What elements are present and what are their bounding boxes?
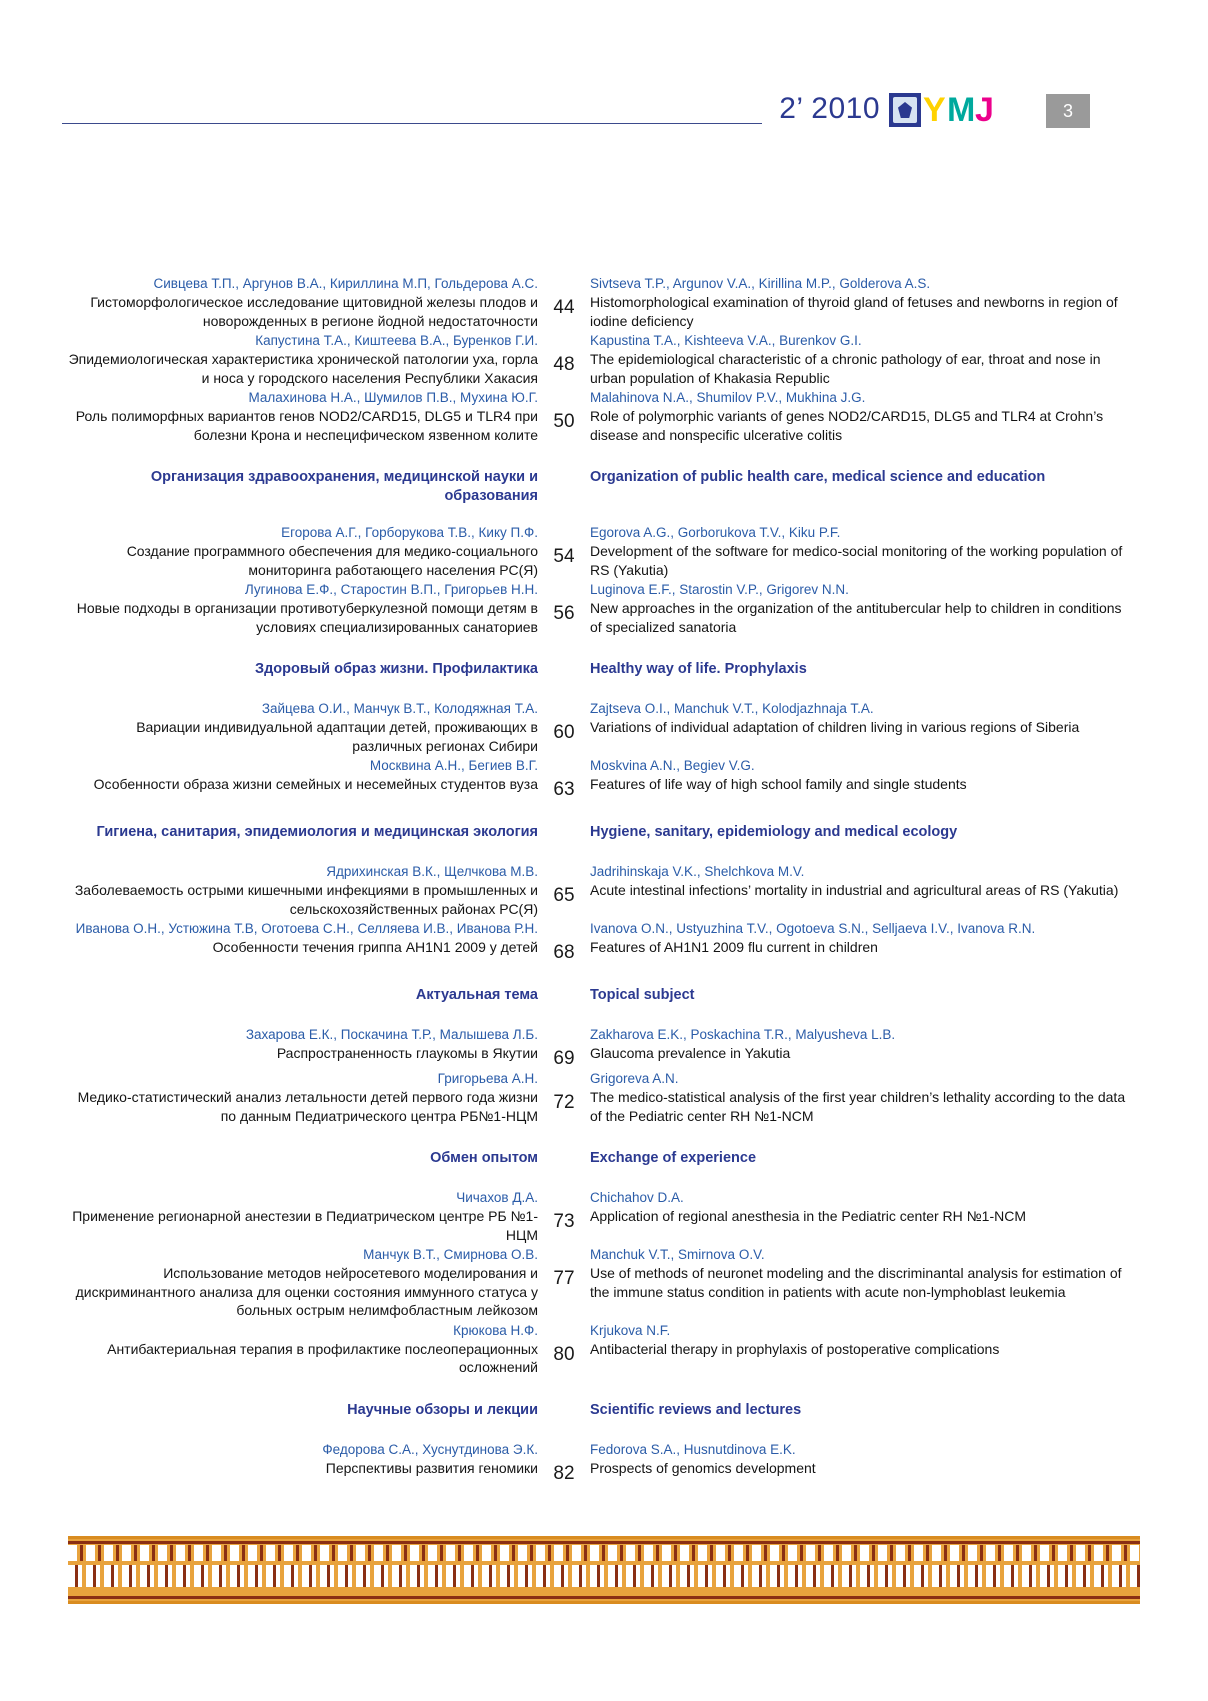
entry-authors-en: Luginova E.F., Starostin V.P., Grigorev N.N. bbox=[590, 582, 849, 597]
section-heading-en: Topical subject bbox=[590, 987, 695, 1003]
toc-section-heading bbox=[68, 1401, 1140, 1423]
toc-entry-en bbox=[590, 1441, 1130, 1485]
toc-entry-en bbox=[590, 1189, 1130, 1246]
entry-title-en: The epidemiological characteristic of a chronic pathology of ear, throat and nose in urban population of Khakasia Republic bbox=[590, 351, 1101, 386]
entry-title-ru: Медико-статистический анализ летальности детей первого года жизни по данным Педиатрического центра РБ№1-НЦМ bbox=[77, 1089, 538, 1124]
issue-label: 2’ 2010 bbox=[779, 92, 880, 125]
entry-page-number: 77 bbox=[553, 1268, 575, 1289]
toc-entry[interactable] bbox=[68, 1189, 1140, 1246]
section-heading-en: Healthy way of life. Prophylaxis bbox=[590, 661, 807, 677]
entry-title-ru: Использование методов нейросетевого моделирования и дискриминантного анализа для оценки состояния иммунного статуса у больных острым нелимфобластным лейкозом bbox=[75, 1265, 538, 1318]
section-heading-ru: Научные обзоры и лекции bbox=[347, 1401, 538, 1418]
toc-entry[interactable] bbox=[68, 389, 1140, 446]
entry-authors-en: Jadrihinskaja V.K., Shelchkova M.V. bbox=[590, 864, 805, 879]
toc-entry-en bbox=[590, 1322, 1130, 1379]
section-heading-gap bbox=[538, 1401, 590, 1423]
entry-title-ru: Создание программного обеспечения для медико-социального мониторинга работающего населения РС(Я) bbox=[126, 543, 538, 578]
toc-entry-en bbox=[590, 524, 1130, 581]
entry-title-ru: Эпидемиологическая характеристика хронической патологии уха, горла и носа у городского населения Республики Хакасия bbox=[68, 351, 538, 386]
entry-authors-en: Ivanova O.N., Ustyuzhina T.V., Ogotoeva S.N., Selljaeva I.V., Ivanova R.N. bbox=[590, 921, 1036, 936]
toc-entry-en bbox=[590, 1070, 1130, 1127]
entry-title-en: The medico-statistical analysis of the first year children’s lethality according to the data of the Pediatric center RH №1-NCM bbox=[590, 1089, 1126, 1124]
section-heading-gap bbox=[538, 660, 590, 682]
entry-authors-ru: Федорова С.А., Хуснутдинова Э.К. bbox=[322, 1441, 538, 1457]
toc-entry-ru bbox=[68, 524, 538, 581]
toc-entry[interactable] bbox=[68, 863, 1140, 920]
footer-ornament bbox=[68, 1536, 1140, 1604]
ornament-line-bottom bbox=[68, 1596, 1140, 1599]
section-heading-gap bbox=[538, 1149, 590, 1171]
toc-entry-en bbox=[590, 332, 1130, 389]
emblem-icon bbox=[893, 97, 917, 123]
toc-entry-en bbox=[590, 581, 1130, 638]
toc-entry[interactable] bbox=[68, 700, 1140, 757]
toc-entry-ru bbox=[68, 581, 538, 638]
entry-authors-en: Grigoreva A.N. bbox=[590, 1071, 679, 1086]
entry-page-number: 54 bbox=[553, 546, 575, 567]
section-heading-gap bbox=[538, 823, 590, 845]
toc-section-heading bbox=[68, 1149, 1140, 1171]
toc-entry-en bbox=[590, 1026, 1130, 1070]
section-heading-en: Scientific reviews and lectures bbox=[590, 1401, 802, 1418]
entry-title-en: Development of the software for medico-social monitoring of the working population of RS (Yakutia) bbox=[590, 543, 1123, 578]
entry-page-number: 69 bbox=[553, 1048, 575, 1069]
ornament-row bbox=[68, 1545, 1140, 1561]
toc-section-heading bbox=[68, 823, 1140, 845]
entry-authors-ru: Зайцева О.И., Манчук В.Т., Колодяжная Т.А. bbox=[261, 701, 538, 716]
entry-page-number: 82 bbox=[553, 1462, 575, 1484]
entry-authors-ru: Манчук В.Т., Смирнова О.В. bbox=[363, 1247, 538, 1262]
toc-entry-ru bbox=[68, 1441, 538, 1485]
logo-letter-j: J bbox=[975, 91, 992, 129]
entry-title-en: Features of AH1N1 2009 flu current in children bbox=[590, 939, 878, 955]
page-number: 3 bbox=[1046, 94, 1090, 128]
toc-entry-ru bbox=[68, 757, 538, 801]
entry-page-number: 48 bbox=[553, 354, 575, 375]
entry-title-en: Prospects of genomics development bbox=[590, 1459, 816, 1476]
toc-entry-en bbox=[590, 757, 1130, 801]
entry-title-ru: Вариации индивидуальной адаптации детей, проживающих в различных регионах Сибири bbox=[136, 719, 538, 754]
entry-title-ru: Новые подходы в организации противотуберкулезной помощи детям в условиях специализированных санаториев bbox=[76, 600, 538, 635]
entry-title-en: Application of regional anesthesia in the Pediatric center RH №1-NCM bbox=[590, 1208, 1027, 1224]
entry-authors-ru: Егорова А.Г., Горборукова Т.В., Кику П.Ф. bbox=[281, 525, 538, 540]
toc-entry[interactable] bbox=[68, 920, 1140, 964]
entry-authors-en: Zakharova E.K., Poskachina T.R., Malyusheva L.B. bbox=[590, 1027, 896, 1042]
entry-authors-en: Krjukova N.F. bbox=[590, 1322, 671, 1338]
entry-authors-ru: Крюкова Н.Ф. bbox=[453, 1322, 538, 1338]
toc-section-heading bbox=[68, 468, 1140, 506]
entry-authors-en: Fedorova S.A., Husnutdinova E.K. bbox=[590, 1441, 796, 1457]
entry-title-en: Features of life way of high school family and single students bbox=[590, 776, 967, 792]
section-heading-ru: Организация здравоохранения, медицинской науки и образования bbox=[150, 469, 538, 504]
entry-authors-ru: Капустина Т.А., Киштеева В.А., Буренков Г.И. bbox=[255, 333, 538, 348]
entry-title-en: Role of polymorphic variants of genes NOD2/CARD15, DLG5 and TLR4 at Crohn’s disease and nonspecific ulcerative colitis bbox=[590, 408, 1104, 443]
toc-entry-ru bbox=[68, 920, 538, 964]
entry-authors-ru: Григорьева А.Н. bbox=[437, 1071, 538, 1086]
toc-entry-en bbox=[590, 863, 1130, 920]
toc-section-heading bbox=[68, 660, 1140, 682]
entry-title-en: Acute intestinal infections’ mortality in industrial and agricultural areas of RS (Yakutia) bbox=[590, 882, 1119, 898]
entry-title-ru: Заболеваемость острыми кишечными инфекциями в промышленных и сельскохозяйственных районах РС(Я) bbox=[74, 882, 538, 917]
entry-title-ru: Применение регионарной анестезии в Педиатрическом центре РБ №1-НЦМ bbox=[72, 1208, 538, 1243]
toc-entry-ru bbox=[68, 275, 538, 332]
toc-entry-en bbox=[590, 920, 1130, 964]
entry-page-number: 63 bbox=[553, 779, 575, 800]
entry-title-ru: Антибактериальная терапия в профилактике послеоперационных осложнений bbox=[107, 1340, 538, 1375]
toc-entry-ru bbox=[68, 332, 538, 389]
entry-title-en: Antibacterial therapy in prophylaxis of postoperative complications bbox=[590, 1340, 1000, 1357]
entry-authors-en: Manchuk V.T., Smirnova O.V. bbox=[590, 1247, 765, 1262]
entry-title-ru: Роль полиморфных вариантов генов NOD2/CARD15, DLG5 и TLR4 при болезни Крона и неспецифическом язвенном колите bbox=[75, 408, 538, 443]
entry-title-ru: Перспективы развития геномики bbox=[325, 1459, 538, 1476]
entry-authors-ru: Москвина А.Н., Бегиев В.Г. bbox=[369, 758, 538, 773]
entry-page-number: 60 bbox=[553, 722, 575, 743]
entry-page-number: 73 bbox=[553, 1211, 575, 1232]
toc-entry[interactable] bbox=[68, 1026, 1140, 1070]
table-of-contents bbox=[68, 275, 1140, 1485]
section-heading-gap bbox=[538, 986, 590, 1008]
entry-title-en: Histomorphological examination of thyroid gland of fetuses and newborns in region of iodine deficiency bbox=[590, 294, 1118, 329]
ornament-row bbox=[68, 1565, 1140, 1587]
toc-entry[interactable] bbox=[68, 1322, 1140, 1379]
entry-authors-ru: Захарова Е.К., Поскачина Т.Р., Малышева Л.Б. bbox=[245, 1027, 538, 1042]
entry-page-number: 80 bbox=[553, 1343, 575, 1365]
toc-entry-en bbox=[590, 275, 1130, 332]
entry-authors-en: Kapustina T.A., Kishteeva V.A., Burenkov G.I. bbox=[590, 333, 862, 348]
toc-entry-ru bbox=[68, 1070, 538, 1127]
entry-title-en: Use of methods of neuronet modeling and the discriminantal analysis for estimation of the immune status condition in patients with acute non-lymphoblast leukemia bbox=[590, 1265, 1122, 1300]
entry-title-ru: Особенности образа жизни семейных и несемейных студентов вуза bbox=[93, 776, 538, 792]
entry-authors-ru: Чичахов Д.А. bbox=[456, 1190, 538, 1205]
entry-page-number: 65 bbox=[553, 885, 575, 906]
section-heading-ru: Обмен опытом bbox=[430, 1150, 538, 1166]
section-heading-en: Organization of public health care, medical science and education bbox=[590, 469, 1046, 485]
toc-entry-ru bbox=[68, 1322, 538, 1379]
logo-square bbox=[889, 93, 921, 127]
entry-authors-en: Egorova A.G., Gorborukova T.V., Kiku P.F. bbox=[590, 525, 841, 540]
toc-entry[interactable] bbox=[68, 1070, 1140, 1127]
ornament-line-top bbox=[68, 1541, 1140, 1544]
toc-entry-en bbox=[590, 389, 1130, 446]
entry-authors-en: Chichahov D.A. bbox=[590, 1190, 684, 1205]
toc-entry-ru bbox=[68, 389, 538, 446]
entry-page-number: 68 bbox=[553, 942, 575, 963]
toc-entry-ru bbox=[68, 1026, 538, 1070]
entry-authors-ru: Сивцева Т.П., Аргунов В.А., Кириллина М.П, Гольдерова А.С. bbox=[153, 276, 538, 291]
entry-authors-en: Zajtseva O.I., Manchuk V.T., Kolodjazhnaja T.A. bbox=[590, 701, 874, 716]
entry-page-number: 56 bbox=[553, 603, 575, 624]
journal-logo bbox=[889, 93, 1005, 129]
entry-authors-ru: Ядрихинская В.К., Щелчкова М.В. bbox=[326, 864, 538, 879]
entry-title-en: New approaches in the organization of the antitubercular help to children in conditions of specialized sanatoria bbox=[590, 600, 1122, 635]
toc-entry[interactable] bbox=[68, 581, 1140, 638]
toc-entry-ru bbox=[68, 1246, 538, 1322]
logo-letter-m: M bbox=[947, 91, 974, 129]
entry-title-ru: Особенности течения гриппа АH1N1 2009 у детей bbox=[212, 939, 538, 955]
toc-entry-en bbox=[590, 700, 1130, 757]
section-heading-en: Exchange of experience bbox=[590, 1150, 757, 1166]
header-rule bbox=[62, 123, 762, 124]
toc-entry[interactable] bbox=[68, 1441, 1140, 1485]
toc-entry[interactable] bbox=[68, 275, 1140, 332]
toc-entry-ru bbox=[68, 1189, 538, 1246]
toc-section-heading bbox=[68, 986, 1140, 1008]
entry-title-ru: Распространенность глаукомы в Якутии bbox=[276, 1045, 538, 1061]
logo-letter-y: Y bbox=[923, 91, 944, 129]
entry-authors-en: Malahinova N.A., Shumilov P.V., Mukhina J.G. bbox=[590, 390, 866, 405]
section-heading-ru: Гигиена, санитария, эпидемиология и медицинская экология bbox=[96, 824, 538, 840]
entry-authors-ru: Лугинова Е.Ф., Старостин В.П., Григорьев Н.Н. bbox=[244, 582, 538, 597]
toc-entry-ru bbox=[68, 863, 538, 920]
entry-authors-ru: Малахинова Н.А., Шумилов П.В., Мухина Ю.Г. bbox=[248, 390, 538, 405]
section-heading-gap bbox=[538, 468, 590, 506]
entry-title-en: Glaucoma prevalence in Yakutia bbox=[590, 1045, 791, 1061]
toc-entry[interactable] bbox=[68, 757, 1140, 801]
toc-entry-ru bbox=[68, 700, 538, 757]
section-heading-en: Hygiene, sanitary, epidemiology and medical ecology bbox=[590, 824, 958, 840]
entry-authors-en: Sivtseva T.P., Argunov V.A., Kirillina M.P., Golderova A.S. bbox=[590, 276, 931, 291]
toc-entry[interactable] bbox=[68, 332, 1140, 389]
toc-entry[interactable] bbox=[68, 1246, 1140, 1322]
section-heading-ru: Актуальная тема bbox=[415, 987, 538, 1003]
toc-entry-en bbox=[590, 1246, 1130, 1322]
entry-page-number: 72 bbox=[553, 1092, 575, 1113]
section-heading-ru: Здоровый образ жизни. Профилактика bbox=[255, 661, 538, 677]
entry-authors-ru: Иванова О.Н., Устюжина Т.В, Оготоева С.Н., Селляева И.В., Иванова Р.Н. bbox=[75, 921, 538, 936]
entry-page-number: 50 bbox=[553, 411, 575, 432]
entry-title-en: Variations of individual adaptation of children living in various regions of Siberia bbox=[590, 719, 1080, 735]
entry-authors-en: Moskvina A.N., Begiev V.G. bbox=[590, 758, 755, 773]
entry-page-number: 44 bbox=[553, 297, 575, 318]
toc-entry[interactable] bbox=[68, 524, 1140, 581]
entry-title-ru: Гистоморфологическое исследование щитовидной железы плодов и новорожденных в регионе йодной недостаточности bbox=[90, 294, 538, 329]
page-header bbox=[62, 92, 1090, 138]
